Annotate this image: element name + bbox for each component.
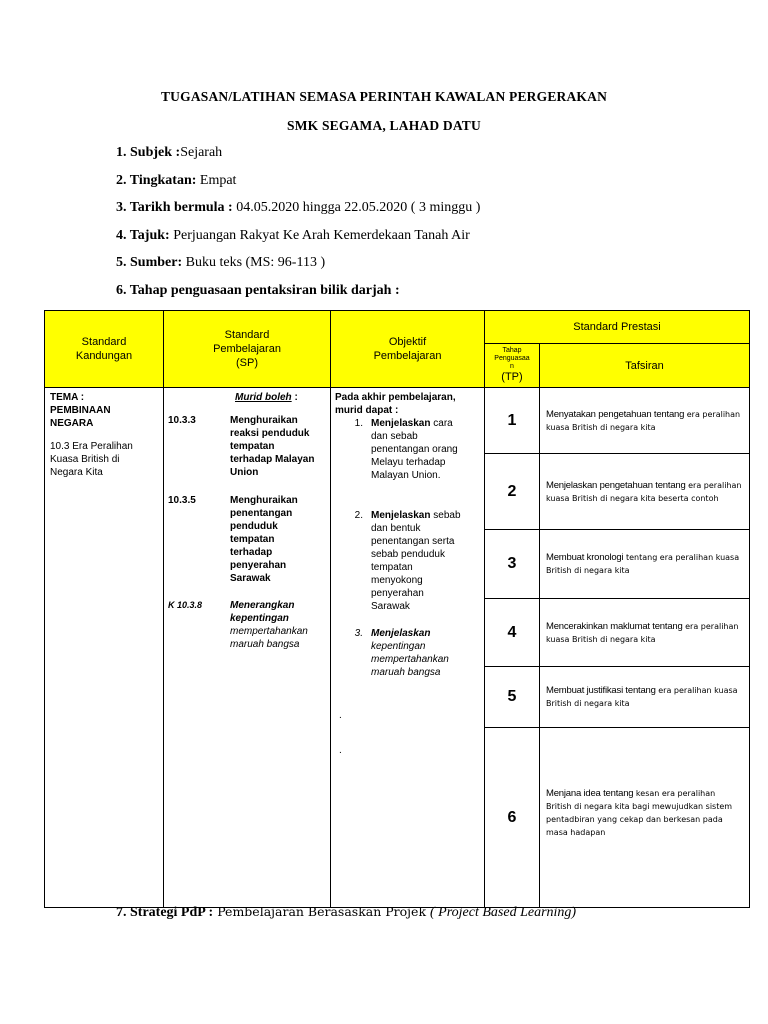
tafsiran-level-2 (540, 454, 750, 530)
item-level (116, 173, 236, 189)
topic-line: Kuasa British di (50, 454, 120, 465)
item-date (116, 200, 480, 216)
item-assessment (116, 283, 400, 299)
tafsiran-level-1 (540, 388, 750, 454)
tema-line: PEMBINAAN (50, 405, 111, 416)
objektif-text (371, 417, 480, 482)
objektif-intro: murid dapat : (335, 405, 399, 416)
sp-line: reaksi penduduk (230, 428, 310, 439)
sp-code: 10.3.3 (168, 415, 196, 426)
tafsiran-level-6 (540, 728, 750, 908)
tafsiran-lead: Menjana idea tentang (546, 787, 634, 799)
objektif-number: 2. (354, 510, 363, 521)
tema-line: NEGARA (50, 418, 94, 429)
tafsiran-rest: era peralihan kuasa British di negara kita (546, 409, 741, 432)
item-source (116, 255, 325, 271)
objektif-line: mempertahankan (371, 654, 449, 665)
document-title: TUGASAN/LATIHAN SEMASA PERINTAH KAWALAN PERGERAKAN (160, 89, 608, 104)
tafsiran-level-4 (540, 599, 750, 667)
objektif-dot: . (339, 745, 342, 756)
item-topic (116, 228, 470, 244)
sp-row (168, 494, 326, 585)
sp-line: penyerahan (230, 560, 287, 571)
header-standard-pembelajaran (164, 311, 331, 388)
sp-line: tempatan (230, 441, 275, 452)
header-line: Pembelajaran (213, 343, 281, 355)
header-line: (SP) (236, 357, 258, 369)
item-label: 4. Tajuk: (116, 228, 170, 243)
sp-text (230, 494, 298, 585)
tp-level-6: 6 (485, 728, 540, 908)
objektif-line: dan sebab (371, 431, 418, 442)
objektif-lead: Menjelaskan (371, 418, 431, 429)
header-standard-prestasi: Standard Prestasi (485, 311, 750, 344)
tema-line: TEMA : (50, 392, 85, 403)
strategy-italic: ( Project Based Learning) (430, 905, 577, 920)
objektif-dot: . (339, 710, 342, 721)
tafsiran-rest: era peralihan kuasa British di negara kita (546, 621, 739, 644)
standard-kandungan-cell (45, 388, 164, 908)
header-line: Penguasaa (494, 355, 530, 362)
header-line: Tahap (502, 347, 522, 354)
header-line: n (510, 363, 514, 370)
header-tafsiran: Tafsiran (540, 344, 750, 388)
item-value: Empat (196, 173, 237, 188)
objektif-lead: Menjelaskan (371, 510, 431, 521)
objektif-line: menyokong (371, 575, 423, 586)
item-value: Buku teks (MS: 96-113 ) (182, 255, 326, 270)
objektif-item (335, 509, 480, 613)
assessment-table (44, 310, 750, 908)
objektif-line: dan bentuk (371, 523, 421, 534)
objektif-line: maruah bangsa (371, 667, 441, 678)
sp-line: kepentingan (230, 613, 289, 624)
sp-line: mempertahankan (230, 626, 308, 637)
objektif-line: penentangan orang (371, 444, 458, 455)
tp-level-2: 2 (485, 454, 540, 530)
tp-level-5: 5 (485, 667, 540, 728)
tafsiran-rest: era peralihan kuasa British di negara kita beserta contoh (546, 480, 742, 503)
item-label: 1. Subjek : (116, 145, 181, 160)
strategy-label: 7. Strategi PdP : (116, 905, 214, 920)
sp-line: Menghuraikan (230, 495, 298, 506)
murid-boleh-label: Murid boleh (235, 392, 292, 403)
tafsiran-rest: era peralihan kuasa British di negara kita (546, 686, 738, 708)
tp-level-1: 1 (485, 388, 540, 454)
sp-line: Sarawak (230, 573, 271, 584)
sp-line: penduduk (230, 521, 278, 532)
item-label: 2. Tingkatan: (116, 173, 197, 188)
header-standard-kandungan (45, 311, 164, 388)
tp-level-3: 3 (485, 530, 540, 599)
tafsiran-rest: tentang era peralihan kuasa British di negara kita (546, 553, 740, 575)
school-name: SMK SEGAMA, LAHAD DATU (287, 118, 481, 133)
objektif-item (335, 627, 480, 679)
objektif-cell (331, 388, 485, 908)
objektif-line: tempatan (371, 562, 413, 573)
header-line: Standard (81, 336, 127, 348)
objektif-item (335, 417, 480, 482)
sp-line: terhadap Malayan (230, 454, 315, 465)
topic-line: 10.3 Era Peralihan (50, 441, 133, 452)
item-label: 6. Tahap penguasaan pentaksiran bilik darjah : (116, 283, 400, 298)
header-tahap (485, 344, 540, 388)
sp-line: Menerangkan (230, 600, 295, 611)
sp-line: penentangan (230, 508, 293, 519)
sp-line: terhadap (230, 547, 273, 558)
sp-line: tempatan (230, 534, 275, 545)
sp-text (230, 414, 314, 479)
tafsiran-lead: Mencerakinkan maklumat tentang (546, 620, 683, 632)
tafsiran-level-3 (540, 530, 750, 599)
header-line: Objektif (388, 336, 427, 348)
sp-code: K 10.3.8 (168, 600, 203, 610)
objektif-line: cara (430, 418, 453, 429)
strategy-value: Pembelajaran Berasaskan Projek (213, 904, 430, 919)
item-subject (116, 145, 222, 161)
item-value: Sejarah (180, 145, 223, 160)
murid-boleh-suffix: : (291, 392, 298, 403)
objektif-lead: Menjelaskan (371, 628, 431, 639)
objektif-number: 3. (354, 628, 363, 639)
sp-line: maruah bangsa (230, 639, 300, 650)
sp-line: Union (230, 467, 259, 478)
sp-row-k (168, 599, 326, 651)
header-line: Kandungan (75, 350, 133, 362)
sp-text (230, 599, 308, 651)
objektif-text (371, 509, 480, 613)
objektif-line: Melayu terhadap (371, 457, 446, 468)
standard-pembelajaran-cell (164, 388, 331, 908)
tafsiran-lead: Menjelaskan pengetahuan tentang (546, 479, 686, 491)
header-line: Standard (224, 329, 270, 341)
tp-level-4: 4 (485, 599, 540, 667)
header-objektif (331, 311, 485, 388)
sp-row (168, 414, 326, 479)
objektif-line: Sarawak (371, 601, 410, 612)
objektif-text (371, 627, 480, 679)
item-label: 3. Tarikh bermula : (116, 200, 233, 215)
strategy-line (116, 904, 576, 921)
tafsiran-rest: kesan era peralihan British di negara kita bagi mewujudkan sistem pentadbiran yang cekap dan berkesan pada masa hadapan (546, 788, 733, 837)
tafsiran-lead: Menyatakan pengetahuan tentang (546, 408, 685, 420)
sp-line: Menghuraikan (230, 415, 298, 426)
tafsiran-lead: Membuat justifikasi tentang (546, 685, 656, 696)
header-tp: (TP) (501, 371, 523, 383)
objektif-line: sebab (430, 510, 461, 521)
item-label: 5. Sumber: (116, 255, 183, 270)
header-line: Pembelajaran (373, 350, 442, 362)
objektif-line: sebab penduduk (371, 549, 445, 560)
tafsiran-lead: Membuat kronologi (546, 552, 624, 563)
item-value: Perjuangan Rakyat Ke Arah Kemerdekaan Tanah Air (169, 228, 470, 243)
objektif-line: kepentingan (371, 641, 426, 652)
objektif-line: penyerahan (371, 588, 424, 599)
objektif-line: penentangan serta (371, 536, 455, 547)
objektif-number: 1. (354, 418, 363, 429)
item-value: 04.05.2020 hingga 22.05.2020 ( 3 minggu ) (232, 200, 481, 215)
sp-code: 10.3.5 (168, 495, 196, 506)
tafsiran-level-5 (540, 667, 750, 728)
objektif-line: Malayan Union. (371, 470, 441, 481)
objektif-intro: Pada akhir pembelajaran, (335, 392, 456, 403)
topic-line: Negara Kita (50, 467, 103, 478)
